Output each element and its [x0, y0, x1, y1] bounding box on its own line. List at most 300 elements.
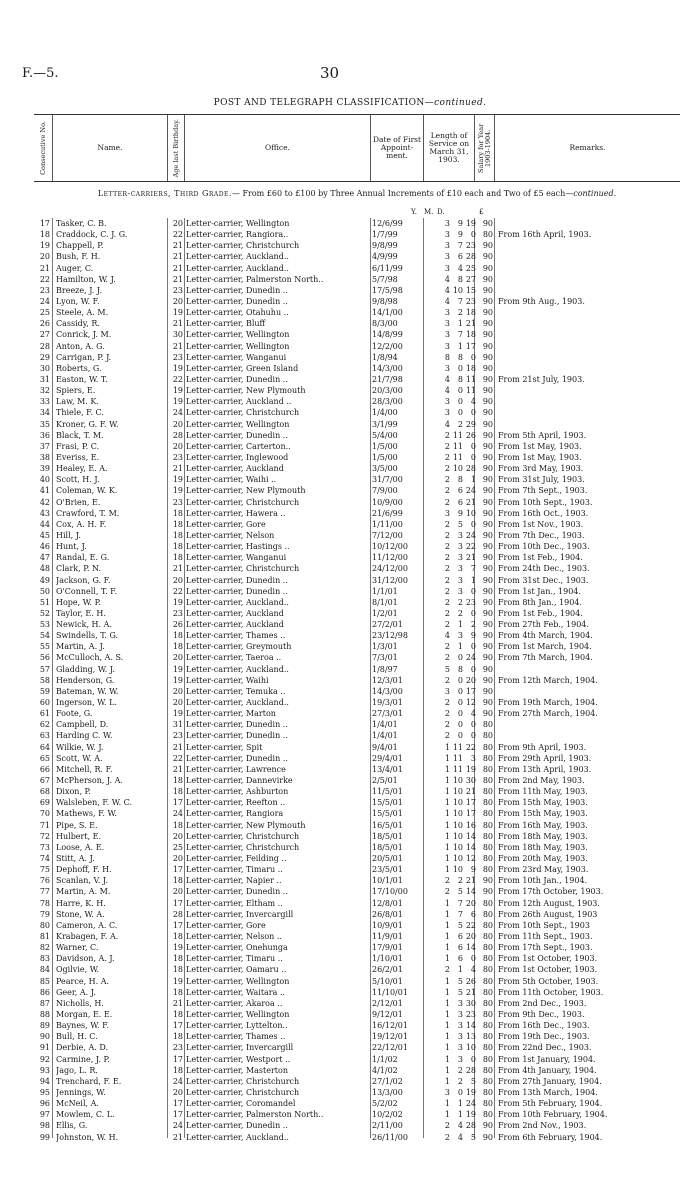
row-days: 20: [465, 898, 476, 908]
table-row: [34, 1020, 680, 1031]
row-office: Letter-carrier, Christchurch: [186, 831, 300, 841]
row-office: Letter-carrier, Eltham ..: [186, 898, 283, 908]
row-days: 21: [465, 787, 476, 797]
row-age: 18: [172, 631, 183, 641]
row-years: 1: [444, 898, 450, 908]
row-months: 0: [457, 386, 463, 396]
row-days: 14: [465, 842, 476, 852]
row-age: 19: [172, 475, 183, 485]
row-no: 31: [39, 374, 50, 384]
row-name: Hulbert, E.: [56, 831, 102, 841]
row-no: 72: [39, 831, 50, 841]
row-date: 17/9/01: [372, 943, 403, 953]
row-date: 17/10/00: [372, 887, 408, 897]
row-years: 3: [444, 363, 450, 373]
row-years: 3: [444, 508, 450, 518]
row-days: 21: [465, 876, 476, 886]
row-office: Letter-carrier, Waihi: [186, 675, 269, 685]
row-office: Letter-carrier, Hastings ..: [186, 542, 290, 552]
row-name: Tasker, C. B.: [56, 219, 107, 228]
row-age: 22: [172, 586, 183, 596]
row-remarks: From 10th Dec., 1903.: [498, 542, 590, 552]
row-remarks: From 1st Jan., 1904.: [498, 586, 581, 596]
row-date: 2/12/01: [372, 998, 403, 1008]
row-name: Mitchell, R. F.: [56, 764, 113, 774]
row-remarks: From 26th August, 1903: [498, 909, 598, 919]
row-office: Letter-carrier, Carterton..: [186, 441, 291, 451]
header-remarks-text: Remarks.: [569, 143, 606, 152]
row-age: 23: [172, 1043, 183, 1053]
row-salary: 90: [482, 374, 493, 384]
row-date: 1/8/94: [372, 352, 398, 362]
row-years: 1: [444, 920, 450, 930]
row-salary: 90: [482, 386, 493, 396]
row-months: 11: [452, 764, 463, 774]
row-months: 6: [457, 486, 463, 496]
table-row: [34, 831, 680, 842]
row-years: 2: [444, 497, 450, 507]
row-office: Letter-carrier, Dunedin ..: [186, 296, 288, 306]
row-years: 2: [444, 731, 450, 741]
row-days: 14: [465, 1021, 476, 1031]
table-row: [34, 964, 680, 975]
row-office: Letter-carrier, Greymouth: [186, 642, 292, 652]
row-years: 2: [444, 564, 450, 574]
row-remarks: From 23rd May, 1903.: [498, 865, 589, 875]
row-days: 21: [465, 319, 476, 329]
row-remarks: From 16th Oct., 1903.: [498, 508, 589, 518]
row-salary: 80: [482, 753, 493, 763]
row-days: 17: [465, 341, 476, 351]
row-years: 1: [444, 909, 450, 919]
row-years: 3: [444, 330, 450, 340]
row-salary: 90: [482, 653, 493, 663]
row-salary: 90: [482, 241, 493, 251]
row-date: 1/1/01: [372, 586, 398, 596]
row-name: Krabagen, F. A.: [56, 932, 119, 941]
row-office: Letter-carrier, Christchurch: [186, 842, 300, 852]
row-date: 24/12/00: [372, 564, 408, 574]
row-date: 1/4/01: [372, 720, 398, 730]
table-row: [34, 875, 680, 886]
row-age: 20: [172, 1087, 183, 1097]
row-remarks: From 4th March, 1904.: [498, 631, 593, 641]
table-row: [34, 285, 680, 296]
row-age: 24: [172, 408, 183, 418]
row-date: 16/12/01: [372, 1021, 408, 1031]
row-months: 11: [452, 742, 463, 752]
row-months: 0: [457, 731, 463, 741]
table-row: [34, 998, 680, 1009]
row-months: 2: [457, 1065, 463, 1075]
row-office: Letter-carrier, Invercargill: [186, 909, 294, 919]
table-row: [34, 474, 680, 485]
row-days: 24: [465, 653, 476, 663]
row-date: 5/2/02: [372, 1099, 398, 1109]
row-no: 44: [39, 519, 50, 529]
row-name: Walsleben, F. W. C.: [56, 798, 133, 808]
row-name: Ingerson, W. L.: [56, 698, 117, 708]
row-remarks: From 1st May, 1903.: [498, 452, 582, 462]
row-date: 2/5/01: [372, 776, 398, 786]
table-row: [34, 497, 680, 508]
row-years: 1: [444, 998, 450, 1008]
row-age: 20: [172, 575, 183, 585]
header-date-text: Date of First Appoint-ment.: [372, 135, 422, 160]
row-days: 23: [465, 1009, 476, 1019]
table-row: [34, 664, 680, 675]
row-days: 1: [470, 475, 476, 485]
row-no: 61: [39, 709, 50, 719]
row-years: 2: [444, 675, 450, 685]
row-age: 18: [172, 965, 183, 975]
row-days: 11: [465, 374, 476, 384]
row-days: 28: [465, 1065, 476, 1075]
row-no: 52: [39, 608, 50, 618]
row-months: 4: [457, 263, 463, 273]
row-no: 21: [39, 263, 50, 273]
row-salary: 90: [482, 219, 493, 228]
row-months: 3: [457, 1043, 463, 1053]
row-salary: 90: [482, 452, 493, 462]
row-years: 1: [444, 776, 450, 786]
row-salary: 80: [482, 976, 493, 986]
row-no: 30: [39, 363, 50, 373]
row-age: 31: [172, 720, 183, 730]
row-age: 20: [172, 686, 183, 696]
table-row: [34, 341, 680, 352]
row-no: 92: [39, 1054, 50, 1064]
table-row: [34, 407, 680, 418]
table-row: [34, 797, 680, 808]
row-months: 0: [457, 720, 463, 730]
row-date: 21/6/99: [372, 508, 403, 518]
row-office: Letter-carrier, Reefton ..: [186, 798, 286, 808]
row-no: 88: [39, 1009, 50, 1019]
row-date: 10/2/02: [372, 1110, 403, 1120]
row-remarks: From 16th Dec., 1903.: [498, 1021, 590, 1031]
row-days: 14: [465, 831, 476, 841]
row-no: 23: [39, 285, 50, 295]
row-date: 5/7/98: [372, 274, 398, 284]
row-days: 16: [465, 820, 476, 830]
row-no: 94: [39, 1076, 50, 1086]
row-months: 10: [452, 831, 463, 841]
row-no: 48: [39, 564, 50, 574]
row-age: 18: [172, 530, 183, 540]
row-years: 3: [444, 241, 450, 251]
row-remarks: From 17th October, 1903.: [498, 887, 604, 897]
row-no: 75: [39, 865, 50, 875]
page-title: [0, 98, 700, 108]
row-office: Letter-carrier, Dunedin ..: [186, 586, 288, 596]
row-age: 28: [172, 909, 183, 919]
row-days: 17: [465, 809, 476, 819]
row-months: 1: [457, 620, 463, 630]
row-office: Letter-carrier, Christchurch: [186, 497, 300, 507]
table-row: [34, 786, 680, 797]
row-years: 1: [444, 1032, 450, 1042]
row-no: 50: [39, 586, 50, 596]
row-office: Letter-carrier, Auckland..: [186, 252, 289, 262]
row-salary: 90: [482, 430, 493, 440]
row-salary: 90: [482, 642, 493, 652]
row-salary: 90: [482, 363, 493, 373]
row-salary: 80: [482, 1087, 493, 1097]
table-row: [34, 508, 680, 519]
row-salary: 80: [482, 909, 493, 919]
row-name: Wilkie, W. J.: [56, 742, 104, 752]
row-office: Letter-carrier, Thames ..: [186, 631, 286, 641]
row-salary: 80: [482, 820, 493, 830]
row-name: O'Brien, E.: [56, 497, 101, 507]
row-date: 1/8/97: [372, 664, 398, 674]
row-name: Scott, W. A.: [56, 753, 103, 763]
row-date: 14/8/99: [372, 330, 403, 340]
row-remarks: From 18th May, 1903.: [498, 831, 588, 841]
row-age: 23: [172, 452, 183, 462]
row-office: Letter-carrier, Christchurch: [186, 241, 300, 251]
row-salary: 90: [482, 252, 493, 262]
row-age: 19: [172, 675, 183, 685]
row-months: 7: [457, 241, 463, 251]
row-months: 3: [457, 564, 463, 574]
table-row: [34, 753, 680, 764]
header-length-text: Length of Service on March 31, 1903.: [428, 131, 470, 164]
row-date: 27/3/01: [372, 709, 403, 719]
page-title-text: POST AND TELEGRAPH CLASSIFICATION—: [213, 98, 435, 108]
row-remarks: From 7th Dec., 1903.: [498, 530, 585, 540]
row-days: 12: [465, 854, 476, 864]
row-office: Letter-carrier, Nelson ..: [186, 932, 282, 941]
row-age: 22: [172, 753, 183, 763]
row-age: 19: [172, 486, 183, 496]
row-name: Frasi, P. C.: [56, 441, 100, 451]
table-row: [34, 920, 680, 931]
table-row: [34, 519, 680, 530]
row-date: 20/3/00: [372, 386, 403, 396]
row-name: Jennings, W.: [56, 1087, 106, 1097]
header-remarks: [495, 115, 680, 181]
row-name: Morgan, E. E.: [56, 1009, 113, 1019]
row-no: 83: [39, 954, 50, 964]
row-salary: 80: [482, 920, 493, 930]
row-office: Letter-carrier, Auckland..: [186, 664, 289, 674]
row-name: Loose, A. E.: [56, 842, 105, 852]
row-years: 2: [444, 597, 450, 607]
row-months: 1: [457, 341, 463, 351]
row-months: 10: [452, 809, 463, 819]
row-date: 23/12/98: [372, 631, 408, 641]
row-salary: 80: [482, 1043, 493, 1053]
row-age: 26: [172, 620, 183, 630]
table-row: [34, 463, 680, 474]
row-salary: 90: [482, 530, 493, 540]
table-row: [34, 708, 680, 719]
row-years: 2: [444, 586, 450, 596]
row-date: 4/1/02: [372, 1065, 398, 1075]
row-office: Letter-carrier, Gore: [186, 519, 266, 529]
row-days: 24: [465, 1099, 476, 1109]
row-remarks: From 10th February, 1904.: [498, 1110, 608, 1120]
row-office: Letter-carrier, Taeroa ..: [186, 653, 282, 663]
row-no: 36: [39, 430, 50, 440]
row-salary: 80: [482, 764, 493, 774]
row-name: Campbell, D.: [56, 720, 109, 730]
row-no: 53: [39, 620, 50, 630]
section-text: — From £60 to £100 by Three Annual Increments of £10 each and Two of £5 each—: [231, 189, 574, 198]
row-no: 27: [39, 330, 50, 340]
header-age: [168, 115, 185, 181]
row-no: 80: [39, 920, 50, 930]
row-office: Letter-carrier, Dunedin ..: [186, 753, 288, 763]
row-years: 1: [444, 1043, 450, 1053]
row-date: 9/8/99: [372, 241, 398, 251]
row-age: 24: [172, 809, 183, 819]
row-office: Letter-carrier, Marton: [186, 709, 276, 719]
row-office: Letter-carrier, Auckland ..: [186, 397, 292, 407]
row-no: 66: [39, 764, 50, 774]
row-no: 24: [39, 296, 50, 306]
row-days: 5: [470, 1132, 476, 1142]
row-no: 51: [39, 597, 50, 607]
row-months: 0: [457, 686, 463, 696]
table-row: [34, 641, 680, 652]
row-age: 21: [172, 341, 183, 351]
row-days: 21: [465, 497, 476, 507]
row-age: 24: [172, 1076, 183, 1086]
row-name: Crawford, T. M.: [56, 508, 120, 518]
row-salary: 80: [482, 720, 493, 730]
row-salary: 80: [482, 1099, 493, 1109]
row-days: 18: [465, 363, 476, 373]
row-years: 2: [444, 486, 450, 496]
row-remarks: From 10th Jan., 1904.: [498, 876, 588, 886]
row-months: 8: [457, 274, 463, 284]
table-row: [34, 485, 680, 496]
row-months: 3: [457, 553, 463, 563]
row-no: 87: [39, 998, 50, 1008]
row-remarks: From 27th Feb., 1904.: [498, 620, 589, 630]
table-row: [34, 263, 680, 274]
table-row: [34, 808, 680, 819]
row-years: 1: [444, 809, 450, 819]
row-remarks: From 1st Feb., 1904.: [498, 608, 583, 618]
row-salary: 90: [482, 675, 493, 685]
row-salary: 90: [482, 631, 493, 641]
row-name: Scanlan, V. J.: [56, 876, 109, 886]
row-days: 12: [465, 698, 476, 708]
row-no: 43: [39, 508, 50, 518]
row-remarks: From 1st January, 1904.: [498, 1054, 596, 1064]
row-age: 21: [172, 252, 183, 262]
row-days: 23: [465, 597, 476, 607]
row-years: 1: [444, 798, 450, 808]
row-office: Letter-carrier, New Plymouth: [186, 486, 306, 496]
row-office: Letter-carrier, Napier ..: [186, 876, 282, 886]
table-row: [34, 274, 680, 285]
row-salary: 80: [482, 831, 493, 841]
row-office: Letter-carrier, Thames ..: [186, 1032, 286, 1042]
row-no: 97: [39, 1110, 50, 1120]
row-salary: 80: [482, 1009, 493, 1019]
row-remarks: From 9th Aug., 1903.: [498, 296, 585, 306]
table-row: [34, 1054, 680, 1065]
row-salary: 90: [482, 519, 493, 529]
row-months: 10: [452, 865, 463, 875]
row-no: 93: [39, 1065, 50, 1075]
row-age: 18: [172, 1032, 183, 1042]
row-remarks: From 21st July, 1903.: [498, 374, 585, 384]
row-name: McCulloch, A. S.: [56, 653, 124, 663]
header-salary: [475, 115, 495, 181]
row-office: Letter-carrier, Dunedin ..: [186, 1121, 288, 1131]
row-remarks: From 9th Dec., 1903.: [498, 1009, 585, 1019]
row-days: 2: [470, 620, 476, 630]
row-days: 20: [465, 675, 476, 685]
row-date: 23/5/01: [372, 865, 403, 875]
row-office: Letter-carrier, Dunedin ..: [186, 374, 288, 384]
row-date: 4/9/99: [372, 252, 398, 262]
row-no: 96: [39, 1099, 50, 1109]
row-age: 18: [172, 820, 183, 830]
table-row: [34, 575, 680, 586]
row-days: 0: [470, 352, 476, 362]
row-years: 1: [444, 820, 450, 830]
row-name: Clark, P. N.: [56, 564, 102, 574]
row-remarks: From 7th Sept., 1903.: [498, 486, 588, 496]
row-no: 25: [39, 308, 50, 318]
row-months: 9: [457, 219, 463, 228]
row-name: Jackson, G. F.: [56, 575, 111, 585]
row-date: 11/5/01: [372, 787, 403, 797]
row-months: 3: [457, 542, 463, 552]
row-no: 34: [39, 408, 50, 418]
row-age: 19: [172, 709, 183, 719]
unit-days: D.: [437, 208, 445, 216]
row-salary: 90: [482, 887, 493, 897]
row-age: 17: [172, 865, 183, 875]
row-no: 74: [39, 854, 50, 864]
row-office: Letter-carrier, Christchurch: [186, 1076, 300, 1086]
row-salary: 80: [482, 1065, 493, 1075]
row-date: 21/7/98: [372, 374, 403, 384]
table-row: [34, 742, 680, 753]
row-office: Letter-carrier, New Plymouth: [186, 820, 306, 830]
row-years: 3: [444, 230, 450, 240]
row-no: 59: [39, 686, 50, 696]
row-name: Ellis, G.: [56, 1121, 88, 1131]
row-months: 2: [457, 608, 463, 618]
row-salary: 90: [482, 564, 493, 574]
table-row: [34, 396, 680, 407]
row-no: 82: [39, 943, 50, 953]
row-remarks: From 13th March, 1904.: [498, 1087, 598, 1097]
row-no: 32: [39, 386, 50, 396]
row-salary: 80: [482, 943, 493, 953]
row-no: 70: [39, 809, 50, 819]
row-name: McNeil, A.: [56, 1099, 99, 1109]
row-name: Law, M. K.: [56, 397, 99, 407]
section-grade: Letter-carriers, Third Grade.: [97, 189, 232, 198]
row-office: Letter-carrier, Gore: [186, 920, 266, 930]
row-years: 4: [444, 631, 450, 641]
row-years: 2: [444, 876, 450, 886]
row-days: 19: [465, 1110, 476, 1120]
row-months: 6: [457, 497, 463, 507]
table-row: [34, 1109, 680, 1120]
row-name: Scott, H. J.: [56, 475, 100, 485]
